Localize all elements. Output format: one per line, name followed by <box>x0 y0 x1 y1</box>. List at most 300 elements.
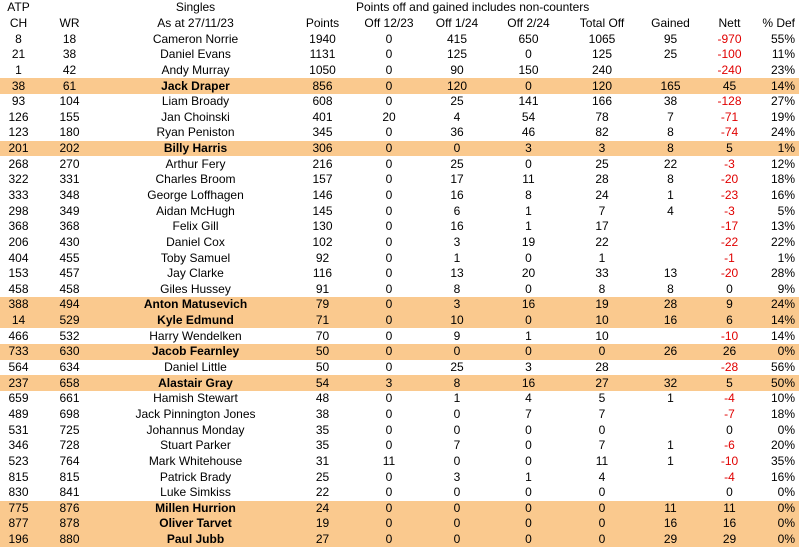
table-row <box>0 141 799 157</box>
cell-off-12-23: 0 <box>385 422 393 437</box>
cell-off-1-24: 9 <box>453 328 461 343</box>
cell-nett: 11 <box>702 501 757 517</box>
cell-name: Oliver Tarvet <box>102 516 289 532</box>
cell-off-2-24: 3 <box>525 360 532 375</box>
cell-name: Felix Gill <box>172 219 219 234</box>
cell-nett: -10 <box>720 453 739 468</box>
cell-nett: -6 <box>724 438 735 453</box>
cell-points: 306 <box>289 141 356 157</box>
cell-points: 1940 <box>309 31 336 46</box>
cell-nett: 45 <box>702 78 757 94</box>
cell-name: Jack Pinnington Jones <box>135 406 256 421</box>
cell-ch: 14 <box>0 313 37 329</box>
cell-off-1-24: 25 <box>450 360 464 375</box>
cell-off-1-24: 0 <box>422 532 492 548</box>
cell-ch: 126 <box>8 109 29 124</box>
cell-name: Millen Hurrion <box>102 501 289 517</box>
cell-total-off: 166 <box>591 94 613 109</box>
cell-off-1-24: 0 <box>422 501 492 517</box>
cell-total-off: 28 <box>595 172 609 187</box>
cell-name: Billy Harris <box>102 141 289 157</box>
cell-pct-def: 14% <box>757 313 799 329</box>
cell-nett: 0 <box>726 485 733 500</box>
cell-pct-def: 14% <box>757 78 799 94</box>
cell-off-12-23: 0 <box>385 94 393 109</box>
cell-off-1-24: 415 <box>446 31 468 46</box>
cell-wr: 457 <box>59 266 80 281</box>
cell-points: 401 <box>312 109 333 124</box>
cell-off-12-23: 0 <box>385 328 393 343</box>
cell-nett: -28 <box>720 360 739 375</box>
cell-off-12-23: 0 <box>385 31 393 46</box>
cell-pct-def: 35% <box>770 453 795 468</box>
cell-nett: -970 <box>717 31 742 46</box>
cell-points: 31 <box>315 453 330 468</box>
cell-ch: 466 <box>8 328 29 343</box>
table-row <box>0 219 799 235</box>
cell-nett: 9 <box>702 297 757 313</box>
cell-total-off: 10 <box>595 328 609 343</box>
cell-off-2-24: 7 <box>525 406 532 421</box>
cell-wr: 38 <box>62 47 77 62</box>
cell-name: Charles Broom <box>155 172 236 187</box>
cell-nett: -3 <box>724 203 735 218</box>
cell-off-2-24: 0 <box>525 422 532 437</box>
cell-total-off: 8 <box>598 281 606 296</box>
cell-pct-def: 0% <box>757 344 799 360</box>
cell-off-12-23: 0 <box>385 469 393 484</box>
cell-ch: 206 <box>8 234 29 249</box>
cell-off-12-23: 0 <box>356 141 422 157</box>
cell-pct-def: 18% <box>770 172 795 187</box>
cell-off-2-24: 0 <box>492 78 565 94</box>
cell-off-12-23: 0 <box>385 47 393 62</box>
cell-wr: 880 <box>37 532 102 548</box>
cell-nett: -3 <box>724 156 735 171</box>
cell-gained: 8 <box>667 125 674 140</box>
cell-nett: -74 <box>720 125 739 140</box>
cell-ch: 1 <box>15 62 22 77</box>
cell-ch: 733 <box>0 344 37 360</box>
cell-total-off: 28 <box>595 360 609 375</box>
cell-ch: 659 <box>8 391 29 406</box>
cell-points: 35 <box>315 422 330 437</box>
cell-gained: 16 <box>639 313 702 329</box>
cell-name: Stuart Parker <box>160 438 231 453</box>
cell-points: 345 <box>312 125 333 140</box>
cell-wr: 764 <box>59 453 80 468</box>
cell-name: Johannus Monday <box>146 422 245 437</box>
cell-nett: 0 <box>726 422 733 437</box>
table-row <box>0 125 799 141</box>
cell-wr: 494 <box>37 297 102 313</box>
cell-gained <box>639 407 702 423</box>
cell-ch: 346 <box>8 438 29 453</box>
cell-gained <box>639 235 702 251</box>
cell-wr: 455 <box>59 250 80 265</box>
cell-total-off: 78 <box>595 109 609 124</box>
cell-ch: 531 <box>8 422 29 437</box>
cell-ch: 298 <box>8 203 29 218</box>
cell-points: 856 <box>289 78 356 94</box>
cell-gained <box>639 360 702 376</box>
cell-off-2-24: 4 <box>525 391 532 406</box>
cell-off-12-23: 0 <box>385 391 393 406</box>
cell-off-2-24: 8 <box>525 188 532 202</box>
cell-name: Jan Choinski <box>161 109 230 124</box>
table-row <box>0 47 799 63</box>
cell-points: 70 <box>315 328 330 343</box>
cell-off-2-24: 0 <box>525 453 532 468</box>
cell-pct-def: 18% <box>770 406 795 421</box>
cell-gained: 1 <box>667 453 674 468</box>
cell-off-12-23: 0 <box>385 281 393 296</box>
cell-off-2-24: 1 <box>525 328 532 343</box>
cell-ch: 489 <box>8 406 29 421</box>
cell-nett: -22 <box>720 234 739 249</box>
header-off-1-24: Off 1/24 <box>435 15 479 30</box>
table-row <box>0 344 799 360</box>
cell-points: 50 <box>289 344 356 360</box>
cell-off-1-24: 10 <box>422 313 492 329</box>
cell-pct-def: 0% <box>757 516 799 532</box>
cell-name: Daniel Evans <box>160 47 231 62</box>
cell-gained: 26 <box>639 344 702 360</box>
cell-name: Harry Wendelken <box>149 328 242 343</box>
cell-wr: 876 <box>37 501 102 517</box>
cell-off-1-24: 0 <box>422 516 492 532</box>
cell-ch: 201 <box>0 141 37 157</box>
cell-total-off: 17 <box>595 219 609 234</box>
cell-off-12-23: 0 <box>356 516 422 532</box>
cell-gained: 1 <box>667 391 674 406</box>
cell-nett: -1 <box>724 250 735 265</box>
cell-gained <box>639 469 702 485</box>
cell-points: 145 <box>312 203 333 218</box>
cell-off-12-23: 0 <box>385 360 393 375</box>
cell-off-1-24: 25 <box>450 156 464 171</box>
header-row-2 <box>0 16 799 32</box>
cell-name: Alastair Gray <box>102 375 289 391</box>
cell-ch: 196 <box>0 532 37 548</box>
cell-wr: 532 <box>59 328 80 343</box>
table-row <box>0 469 799 485</box>
cell-points: 1131 <box>309 47 336 62</box>
table-row <box>0 375 799 391</box>
cell-off-12-23: 0 <box>385 125 393 140</box>
cell-off-1-24: 25 <box>450 94 464 109</box>
cell-off-1-24: 0 <box>453 406 461 421</box>
cell-gained: 16 <box>639 516 702 532</box>
cell-off-2-24: 0 <box>492 501 565 517</box>
cell-off-12-23: 0 <box>356 532 422 548</box>
cell-total-off: 10 <box>565 313 639 329</box>
cell-total-off: 22 <box>595 234 609 249</box>
cell-ch: 38 <box>0 78 37 94</box>
cell-total-off: 7 <box>598 406 606 421</box>
header-singles: Singles <box>175 0 216 15</box>
cell-wr: 458 <box>59 281 80 296</box>
cell-off-1-24: 0 <box>453 453 461 468</box>
header-atp: ATP <box>7 0 30 15</box>
cell-gained <box>639 250 702 266</box>
table-row <box>0 63 799 79</box>
cell-total-off: 125 <box>591 47 613 62</box>
cell-pct-def: 1% <box>777 250 795 265</box>
cell-wr: 661 <box>59 391 80 406</box>
cell-off-2-24: 46 <box>521 125 536 140</box>
cell-off-12-23: 0 <box>385 203 393 218</box>
cell-total-off: 24 <box>595 188 609 202</box>
cell-name: Daniel Little <box>164 360 227 375</box>
cell-points: 48 <box>315 391 330 406</box>
table-row <box>0 282 799 298</box>
cell-nett: -4 <box>724 469 735 484</box>
cell-wr: 348 <box>59 188 80 202</box>
cell-points: 116 <box>312 266 333 281</box>
cell-off-1-24: 0 <box>453 485 461 500</box>
header-nett: Nett <box>718 15 741 30</box>
cell-off-1-24: 16 <box>450 219 464 234</box>
cell-pct-def: 56% <box>770 360 795 375</box>
cell-ch: 388 <box>0 297 37 313</box>
cell-pct-def: 14% <box>770 328 795 343</box>
cell-off-1-24: 17 <box>450 172 464 187</box>
cell-points: 79 <box>289 297 356 313</box>
cell-nett: 6 <box>702 313 757 329</box>
cell-off-1-24: 8 <box>453 281 461 296</box>
cell-off-1-24: 125 <box>446 47 468 62</box>
header-ch: CH <box>9 15 28 30</box>
cell-pct-def: 27% <box>770 94 795 109</box>
cell-name: Luke Simkiss <box>160 485 231 500</box>
cell-off-1-24: 13 <box>450 266 464 281</box>
cell-nett: 26 <box>702 344 757 360</box>
cell-off-2-24: 0 <box>525 250 532 265</box>
cell-gained <box>639 219 702 235</box>
table-row <box>0 328 799 344</box>
cell-wr: 349 <box>59 203 80 218</box>
cell-gained <box>639 422 702 438</box>
cell-gained: 28 <box>639 297 702 313</box>
cell-total-off: 7 <box>598 203 606 218</box>
cell-ch: 523 <box>8 453 29 468</box>
cell-off-12-23: 0 <box>385 250 393 265</box>
cell-off-12-23: 0 <box>356 313 422 329</box>
cell-off-12-23: 11 <box>382 453 396 468</box>
cell-ch: 8 <box>15 31 22 46</box>
cell-off-2-24: 11 <box>522 172 535 187</box>
cell-pct-def: 0% <box>757 532 799 548</box>
cell-ch: 458 <box>8 281 29 296</box>
cell-ch: 268 <box>8 156 29 171</box>
cell-nett: -4 <box>724 391 735 406</box>
cell-points: 19 <box>289 516 356 532</box>
cell-gained <box>639 328 702 344</box>
cell-name: Daniel Cox <box>166 234 225 249</box>
cell-name: Patrick Brady <box>159 469 232 484</box>
cell-gained: 13 <box>663 266 678 281</box>
cell-off-2-24: 1 <box>525 469 532 484</box>
cell-pct-def: 13% <box>770 219 795 234</box>
cell-total-off: 0 <box>565 532 639 548</box>
cell-pct-def: 10% <box>770 391 795 406</box>
cell-pct-def: 20% <box>770 438 795 453</box>
table-row <box>0 454 799 470</box>
table-row <box>0 297 799 313</box>
cell-name: Jacob Fearnley <box>102 344 289 360</box>
cell-ch: 93 <box>11 94 26 109</box>
cell-ch: 404 <box>8 250 29 265</box>
cell-off-12-23: 0 <box>385 266 393 281</box>
table-row <box>0 235 799 251</box>
cell-nett: 5 <box>702 375 757 391</box>
cell-wr: 630 <box>37 344 102 360</box>
cell-points: 92 <box>315 250 330 265</box>
cell-points: 25 <box>315 469 330 484</box>
cell-off-2-24: 0 <box>525 438 532 453</box>
cell-total-off: 19 <box>565 297 639 313</box>
cell-pct-def: 9% <box>777 281 795 296</box>
table-row <box>0 203 799 219</box>
cell-ch: 322 <box>8 172 29 187</box>
cell-wr: 529 <box>37 313 102 329</box>
cell-total-off: 1065 <box>588 31 616 46</box>
cell-nett: 5 <box>702 141 757 157</box>
cell-pct-def: 0% <box>777 422 795 437</box>
cell-wr: 155 <box>59 109 80 124</box>
cell-name: Mark Whitehouse <box>148 453 243 468</box>
cell-nett: -20 <box>720 172 739 187</box>
cell-off-12-23: 0 <box>356 344 422 360</box>
cell-gained: 29 <box>639 532 702 548</box>
cell-ch: 564 <box>8 360 29 375</box>
cell-off-12-23: 0 <box>356 297 422 313</box>
cell-wr: 878 <box>37 516 102 532</box>
table-row <box>0 485 799 501</box>
header-total-off: Total Off <box>579 15 625 30</box>
cell-name: Paul Jubb <box>102 532 289 548</box>
cell-wr: 728 <box>59 438 80 453</box>
cell-off-1-24: 3 <box>422 297 492 313</box>
cell-off-12-23: 0 <box>385 62 393 77</box>
table-row <box>0 78 799 94</box>
cell-wr: 725 <box>59 422 80 437</box>
table-body <box>0 31 799 547</box>
cell-total-off: 25 <box>595 156 609 171</box>
cell-pct-def: 55% <box>770 31 795 46</box>
cell-off-12-23: 0 <box>385 219 393 234</box>
cell-total-off: 82 <box>595 125 609 140</box>
cell-points: 50 <box>315 360 330 375</box>
cell-name: Hamish Stewart <box>153 391 238 406</box>
cell-wr: 180 <box>59 125 80 140</box>
cell-gained: 7 <box>667 109 674 124</box>
cell-pct-def: 24% <box>770 125 795 140</box>
cell-total-off: 1 <box>598 250 606 265</box>
cell-pct-def: 16% <box>770 469 795 484</box>
header-off-12-23: Off 12/23 <box>364 15 414 30</box>
cell-off-1-24: 0 <box>422 141 492 157</box>
cell-off-2-24: 650 <box>518 31 539 46</box>
cell-name: Anton Matusevich <box>102 297 289 313</box>
cell-nett: -7 <box>724 406 735 421</box>
cell-ch: 123 <box>8 125 29 140</box>
cell-off-1-24: 1 <box>453 250 461 265</box>
cell-wr: 42 <box>62 62 77 77</box>
cell-ch: 333 <box>8 188 29 202</box>
cell-wr: 202 <box>37 141 102 157</box>
cell-name: Jay Clarke <box>167 266 224 281</box>
table-row <box>0 109 799 125</box>
cell-name: Jack Draper <box>102 78 289 94</box>
cell-off-1-24: 36 <box>450 125 464 140</box>
cell-points: 1050 <box>309 62 336 77</box>
cell-ch: 237 <box>0 375 37 391</box>
cell-off-12-23: 0 <box>356 501 422 517</box>
cell-off-12-23: 0 <box>385 172 393 187</box>
cell-pct-def: 11% <box>771 47 795 62</box>
cell-name: George Loffhagen <box>147 188 244 202</box>
cell-name: Aidan McHugh <box>156 203 235 218</box>
cell-points: 35 <box>315 438 330 453</box>
cell-wr: 815 <box>59 469 80 484</box>
cell-off-2-24: 20 <box>521 266 536 281</box>
cell-points: 22 <box>315 485 330 500</box>
cell-off-12-23: 0 <box>385 406 393 421</box>
cell-wr: 634 <box>59 360 80 375</box>
cell-points: 54 <box>289 375 356 391</box>
cell-nett: -20 <box>720 266 739 281</box>
header-pct-def: % Def <box>762 15 795 30</box>
cell-name: Ryan Peniston <box>156 125 235 140</box>
cell-nett: 16 <box>702 516 757 532</box>
cell-ch: 21 <box>11 47 26 62</box>
table-row <box>0 407 799 423</box>
cell-pct-def: 50% <box>757 375 799 391</box>
cell-pct-def: 16% <box>770 188 795 202</box>
cell-points: 608 <box>312 94 333 109</box>
cell-nett: -10 <box>720 328 739 343</box>
cell-off-12-23: 0 <box>385 234 393 249</box>
cell-total-off: 4 <box>598 469 606 484</box>
cell-nett: 29 <box>702 532 757 548</box>
cell-off-2-24: 16 <box>492 297 565 313</box>
cell-gained: 1 <box>667 438 674 453</box>
cell-total-off: 0 <box>565 344 639 360</box>
cell-pct-def: 23% <box>770 62 795 77</box>
cell-gained: 8 <box>639 141 702 157</box>
cell-wr: 841 <box>59 485 80 500</box>
cell-name: Arthur Fery <box>165 156 226 171</box>
table-row <box>0 360 799 376</box>
cell-wr: 331 <box>59 172 80 187</box>
cell-gained: 165 <box>639 78 702 94</box>
cell-off-1-24: 0 <box>422 344 492 360</box>
cell-pct-def: 1% <box>757 141 799 157</box>
cell-nett: -71 <box>720 109 739 124</box>
cell-points: 27 <box>289 532 356 548</box>
table-row <box>0 266 799 282</box>
cell-ch: 815 <box>8 469 29 484</box>
cell-off-2-24: 0 <box>492 516 565 532</box>
header-row-1 <box>0 0 799 16</box>
cell-total-off: 11 <box>595 453 609 468</box>
cell-nett: -128 <box>717 94 742 109</box>
cell-off-1-24: 6 <box>453 203 461 218</box>
cell-off-2-24: 0 <box>525 156 532 171</box>
cell-wr: 658 <box>37 375 102 391</box>
